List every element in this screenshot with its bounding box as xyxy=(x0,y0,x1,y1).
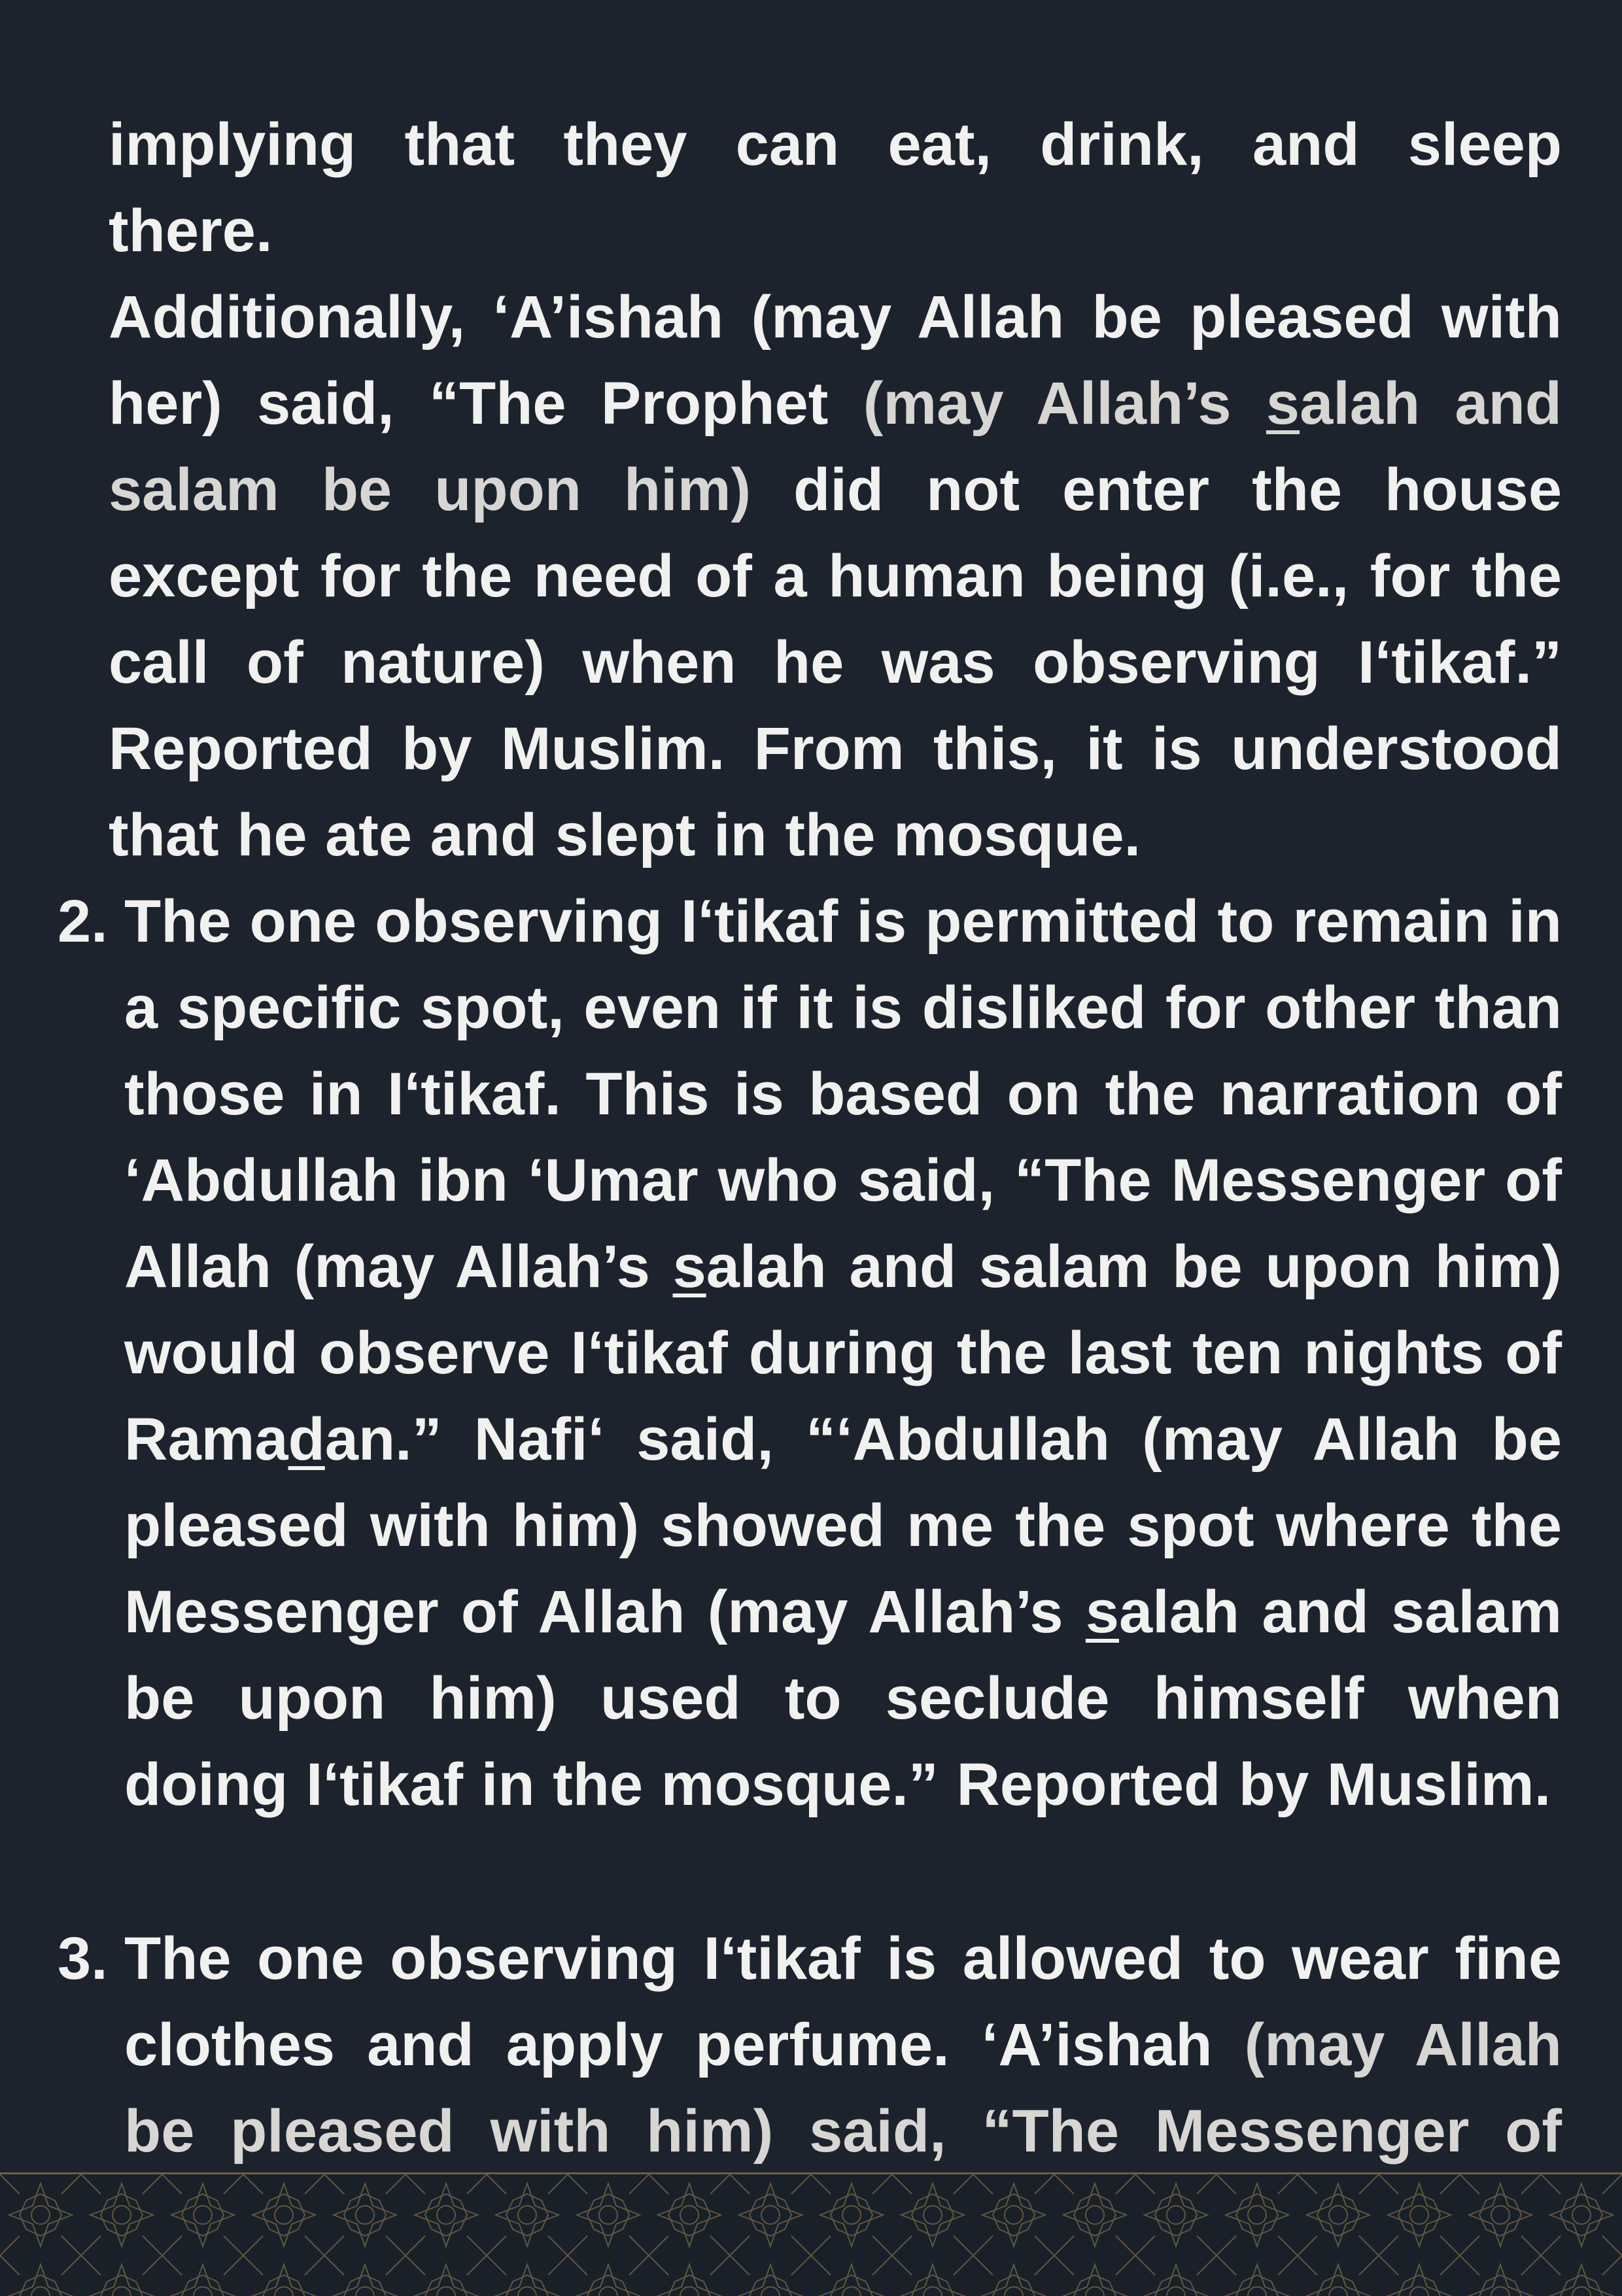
additionally-paragraph xyxy=(109,274,1562,878)
list-item-2-text: The one observing I‘tikaf is permitted to remain in a specific spot, even if it is disliked for other than those in I‘tikaf. This is based on the narration of ‘Abdullah ibn ‘Umar who said, “The Messenger of Allah (may Allah’s xyxy=(124,888,1562,1300)
continuation-line-1: implying that they can eat, drink, and sleep xyxy=(109,111,1562,178)
underlined-letter: s xyxy=(672,1233,706,1300)
honorific-part: (may Allah’s xyxy=(863,370,1266,437)
list-item-2 xyxy=(124,878,1562,1828)
continuation-line-2: there. xyxy=(109,197,273,264)
honorific-part: alah and salam be upon him) xyxy=(109,370,1562,523)
list-item-2-text: an.” Nafi‘ said, “‘Abdullah (may Allah be pleased with him) showed me the spot where the Messenger of Allah (may Allah’s xyxy=(124,1406,1562,1645)
list-number-3: 3. xyxy=(58,1925,108,1992)
list-item-3-text: The one observing I‘tikaf is allowed to wear fine clothes and apply perfume. ‘A’ishah xyxy=(124,1925,1562,2078)
underlined-letter: d xyxy=(288,1406,325,1473)
underlined-letter: s xyxy=(1266,370,1300,437)
underlined-letter: s xyxy=(1085,1579,1119,1645)
list-item-3 xyxy=(124,1915,1562,2171)
list-item-2-text: alah and salam be upon him) would observe I‘tikaf during the last ten nights of Rama xyxy=(124,1233,1562,1473)
honorific-text: (may Allah be pleased with him) said, “The Messenger of xyxy=(124,2012,1562,2165)
geometric-star-pattern xyxy=(0,2174,1622,2296)
decorative-footer-pattern xyxy=(0,2172,1622,2296)
continuation-text xyxy=(109,101,1562,274)
list-item-2-text: alah and salam be upon him) used to seclude himself when doing I‘tikaf in the mosque.” Reported by Muslim. xyxy=(124,1579,1562,1818)
paragraph-text-end: did not enter the house except for the need of a human being (i.e., for the call of nature) when he was observing I‘tikaf.” Reported by Muslim. From this, it is understood that he ate and slept in the mosque. xyxy=(109,456,1562,868)
paragraph-text-start: Additionally, ‘A’ishah (may Allah be pleased with her) said, “The Prophet xyxy=(109,284,1562,437)
list-number-2: 2. xyxy=(58,888,108,955)
